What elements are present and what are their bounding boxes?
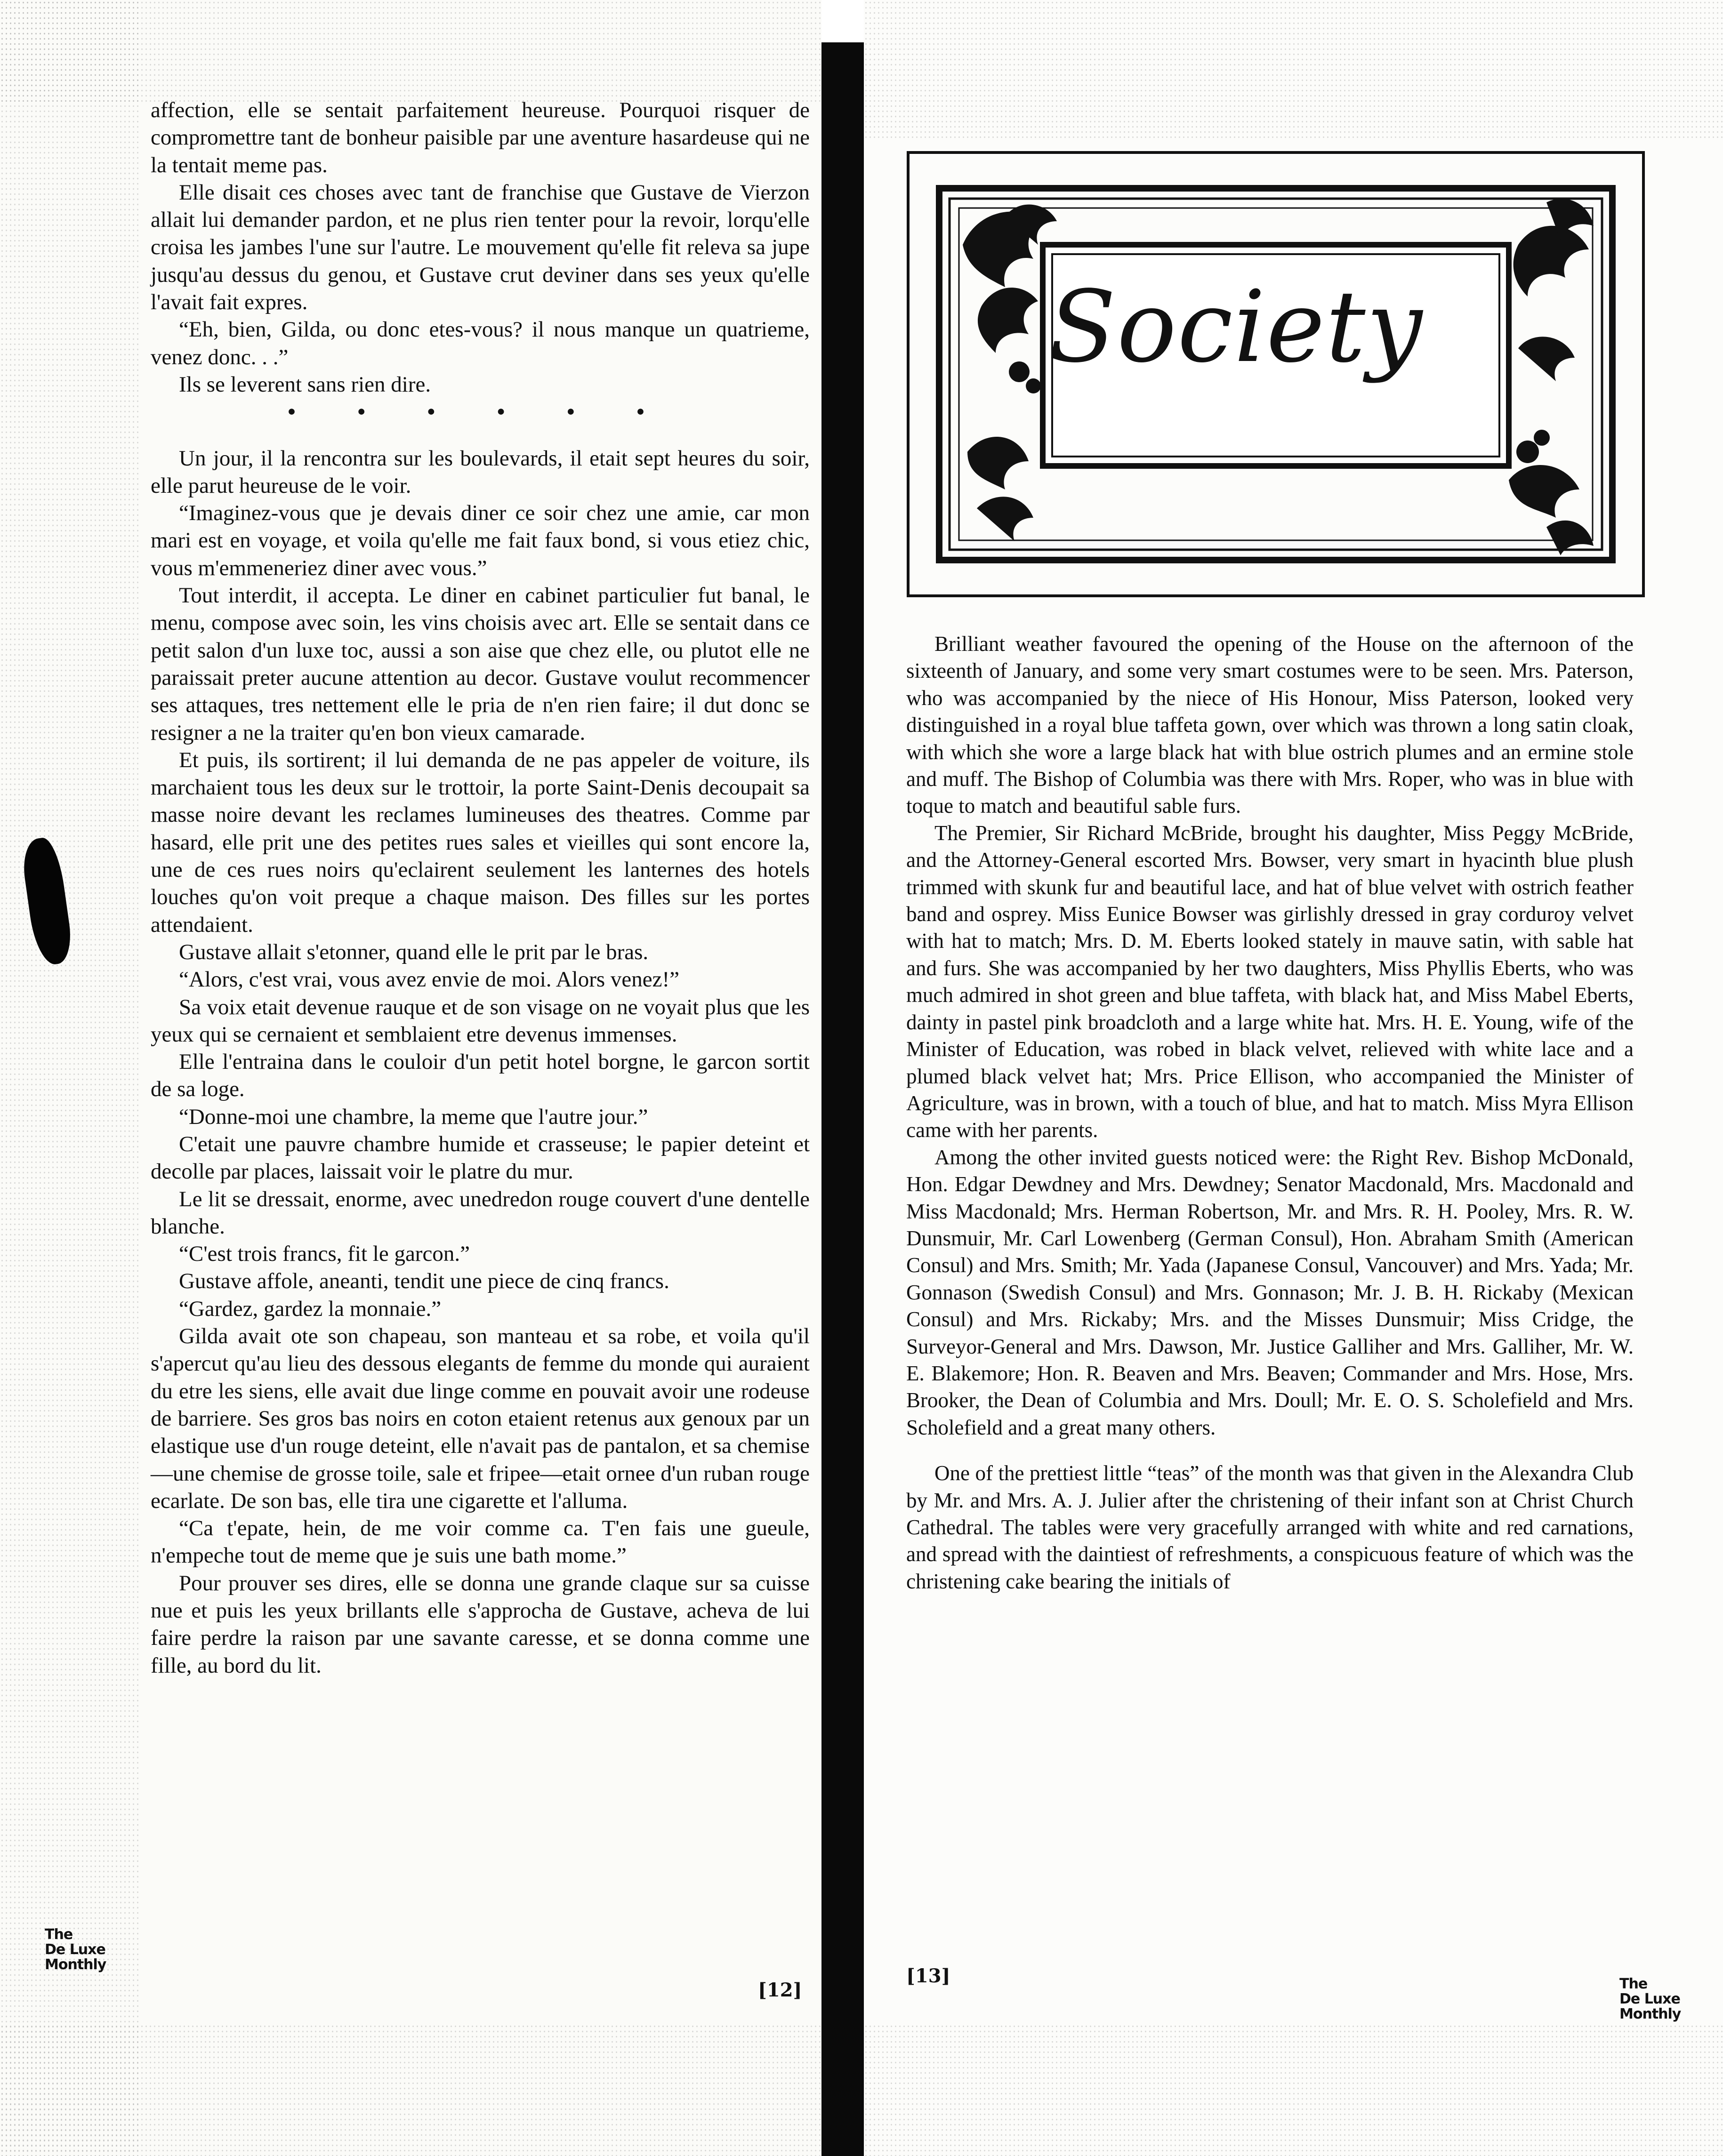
section-break: • • • • • •: [288, 400, 673, 425]
print-noise: [0, 2024, 821, 2156]
masthead-line: The: [1619, 1976, 1648, 1992]
paragraph: Et puis, ils sortirent; il lui demanda de ne pas appeler de voiture, ils marchaient tous les deux sur le trottoir, la porte Saint-Denis decoupait sa masse noire devant les reclames lumineuses des theatres. Comme par hasard, elle prit une des petites rues sales et vieilles qui sont encore la, une de ces rues noirs qu'eclairent seulement les lanternes des hotels louches qu'on voit preque a chaque maison. Des filles sur les portes attendaient.: [151, 747, 810, 937]
paragraph: “Ca t'epate, hein, de me voir comme ca. T'en fais une gueule, n'empeche tout de meme que je suis une bath mome.”: [151, 1516, 810, 1568]
paragraph: Un jour, il la rencontra sur les boulevards, il etait sept heures du soir, elle parut heureuse de le voir.: [151, 446, 810, 498]
paragraph: Pour prouver ses dires, elle se donna une grande claque sur sa cuisse nue et puis les yeux brillants elle s'approcha de Gustave, acheva de lui faire perdre la raison par une savante caresse, et se donna comme une fille, au bord du lit.: [151, 1571, 810, 1678]
masthead-line: Monthly: [1619, 2006, 1681, 2022]
masthead-left: [45, 1927, 106, 1972]
left-article-column: [151, 96, 810, 1679]
print-noise: [0, 0, 141, 2156]
paragraph: “Eh, bien, Gilda, ou donc etes-vous? il nous manque un quatrieme, venez donc. . .”: [151, 317, 810, 369]
oak-leaf-ornament-bottom-right: [1509, 430, 1594, 555]
paragraph: Gustave affole, aneanti, tendit une piece de cinq francs.: [179, 1269, 669, 1294]
paragraph: “Gardez, gardez la monnaie.”: [179, 1296, 442, 1321]
paragraph: Elle disait ces choses avec tant de franchise que Gustave de Vierzon allait lui demander pardon, et ne plus rien tenter pour la revoir, lorqu'elle croisa les jambes l'une sur l'autre. Le mouvement qu'elle fit releva sa jupe jusqu'au dessus du genou, et Gustave crut deviner dans ses yeux qu'elle l'avait fait expres.: [151, 180, 810, 315]
paragraph: Gilda avait ote son chapeau, son manteau et sa robe, et voila qu'il s'apercut qu'au lieu des dessous elegants de femme du monde qui auraient du etre les siens, elle avait due linge comme en pouvait avoir une rodeuse de barriere. Ses gros bas noirs en coton etaient retenus aux genoux par un elastique use d'un rouge deteint, elle n'avait pas de pantalon, et sa chemise—une chemise de grosse toile, sale et fripee—etait ornee d'un ruban rouge ecarlate. De son bas, elle tira une cigarette et l'alluma.: [151, 1324, 810, 1513]
oak-leaf-ornament-top-right: [1514, 199, 1594, 381]
paragraph: Tout interdit, il accepta. Le diner en cabinet particulier fut banal, le menu, compose avec soin, les vins choisis avec art. Elle se sentait dans ce petit salon d'un luxe toc, aussi a son aise que chez elle, ou plutot elle ne paraissait preter aucune attention au decor. Gustave voulut recommencer ses attaques, tres nettement elle le pria de n'en rien faire; il dut donc se resigner a ne la traiter qu'en bon vieux camarade.: [151, 583, 810, 745]
masthead-right: [1619, 1977, 1681, 2022]
paragraph: Among the other invited guests noticed were: the Right Rev. Bishop McDonald, Hon. Edgar Dewdney and Mrs. Dewdney; Senator Macdonald, Mrs. Macdonald and Miss Macdonald; Mrs. Herman Robertson, Mr. and Mrs. R. H. Pooley, Mrs. R. W. Dunsmuir, Mr. Carl Lowenberg (German Consul), Hon. Abraham Smith (American Consul) and Mrs. Smith; Mr. Yada (Japanese Consul, Vancouver) and Mrs. Yada; Mr. Gonnason (Swedish Consul) and Mrs. Gonnason; Mr. J. B. H. Rickaby (Mexican Consul) and Mrs. Rickaby; Mrs. and the Misses Dunsmuir; Miss Cridge, the Surveyor-General and Mrs. Dawson, Mr. Justice Galliher and Mrs. Galliher, Mr. W. E. Blakemore; Hon. R. Beaven and Mrs. Beaven; Commander and Mrs. Hose, Mrs. Brooker, the Dean of Columbia and Mrs. Doull; Mr. E. O. S. Scholefield and Mrs. Scholefield and a great many others.: [906, 1145, 1634, 1439]
paragraph: Brilliant weather favoured the opening of the House on the afternoon of the sixteenth of January, and some very smart costumes were to be seen. Mrs. Paterson, who was accompanied by the niece of His Honour, Miss Paterson, looked very distinguished in a royal blue taffeta gown, over which was thrown a long satin cloak, with which she wore a large black hat with blue ostrich plumes and an ermine stole and muff. The Bishop of Columbia was there with Mrs. Roper, who was in blue with toque to match and beautiful sable furs.: [906, 632, 1634, 818]
masthead-line: The: [45, 1926, 73, 1943]
paragraph: One of the prettiest little “teas” of the month was that given in the Alexandra Club by Mr. and Mrs. A. J. Julier after the christening of their infant son at Christ Church Cathedral. The tables were very gracefully arranged with white and red carnations, and spread with the daintiest of refreshments, a conspicuous feature of which was the christening cake bearing the initials of: [906, 1461, 1634, 1593]
paragraph: “Imaginez-vous que je devais diner ce soir chez une amie, car mon mari est en voyage, et voila qu'elle me fait faux bond, si vous etiez chic, vous m'emmeneriez diner avec vous.”: [151, 501, 810, 580]
page-number-right: [13]: [906, 1965, 950, 1987]
masthead-line: De Luxe: [1619, 1991, 1680, 2007]
society-article-column: [906, 631, 1634, 1595]
print-noise: [864, 0, 1723, 141]
paragraph: “C'est trois francs, fit le garcon.”: [179, 1242, 470, 1266]
print-noise: [864, 2024, 1723, 2156]
masthead-line: Monthly: [45, 1956, 106, 1973]
paragraph: affection, elle se sentait parfaitement heureuse. Pourquoi risquer de compromettre tant de bonheur paisible par une aventure hasardeuse qui ne la tentait meme pas.: [151, 98, 810, 177]
paragraph: Sa voix etait devenue rauque et de son visage on ne voyait plus que les yeux qui se cernaient et semblaient etre devenus immenses.: [151, 994, 810, 1047]
paragraph: Gustave allait s'etonner, quand elle le prit par le bras.: [179, 939, 649, 964]
paragraph: Elle l'entraina dans le couloir d'un petit hotel borgne, le garcon sortit de sa loge.: [151, 1050, 810, 1102]
section-title: Society: [1048, 269, 1424, 385]
masthead-line: De Luxe: [45, 1941, 105, 1958]
paragraph: “Donne-moi une chambre, la meme que l'autre jour.”: [179, 1104, 648, 1129]
paragraph: C'etait une pauvre chambre humide et crasseuse; le papier deteint et decolle par places, laissait voir le platre du mur.: [151, 1131, 810, 1184]
paragraph: “Alors, c'est vrai, vous avez envie de moi. Alors venez!”: [179, 967, 679, 992]
binding-gutter: [821, 42, 864, 2156]
paragraph: Le lit se dressait, enorme, avec unedredon rouge couvert d'une dentelle blanche.: [151, 1186, 810, 1239]
oak-leaf-ornament-bottom-left: [967, 437, 1033, 541]
paragraph: Ils se leverent sans rien dire.: [179, 372, 431, 397]
paragraph: The Premier, Sir Richard McBride, brought his daughter, Miss Peggy McBride, and the Attorney-General escorted Mrs. Bowser, very smart in hyacinth blue plush trimmed with skunk fur and beautiful lace, and hat of blue velvet with ostrich feather band and osprey. Miss Eunice Bowser was girlishly dressed in gray corduroy velvet with hat to match; Mrs. D. M. Eberts looked stately in mauve satin, with sable hat and furs. She was accompanied by her two daughters, Miss Phyllis Eberts, who was much admired in shot green and blue taffeta, with black hat, and Miss Mabel Eberts, dainty in pastel pink broadcloth and a large white hat. Mrs. H. E. Young, wife of the Minister of Education, was robed in black velvet, relieved with white lace and a plumed black velvet hat; Mrs. Price Ellison, who accompanied the Minister of Agriculture, was in brown, with a touch of blue, and hat to match. Miss Myra Ellison came with her parents.: [906, 821, 1634, 1142]
page-number-left: [12]: [758, 1979, 802, 2001]
